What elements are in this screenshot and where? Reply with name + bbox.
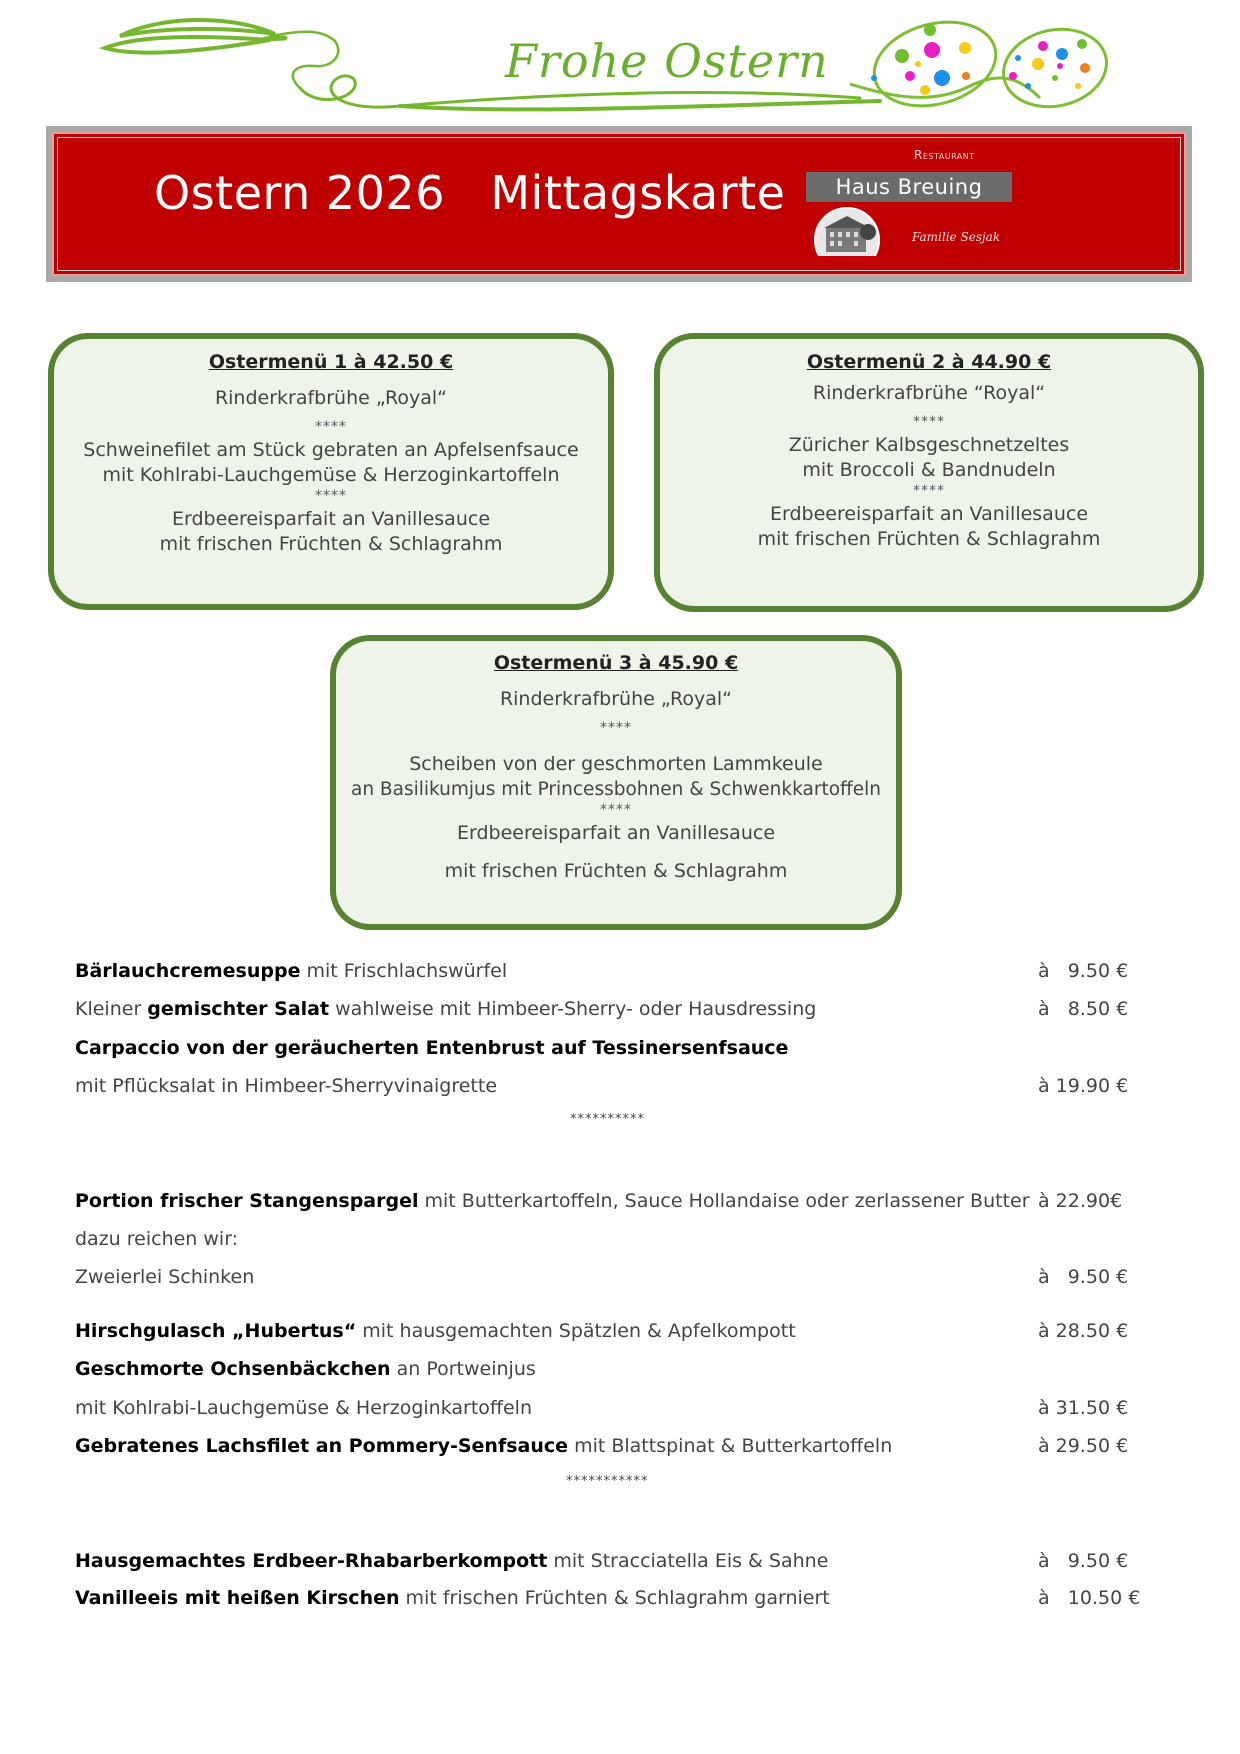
page-title: Ostern 2026 Mittagskarte (154, 166, 786, 220)
menu-item: Gebratenes Lachsfilet an Pommery-Senfsauce mit Blattspinat & Butterkartoffeln (75, 1435, 893, 1457)
menu-title: Ostermenü 2 à 44.90 € (806, 351, 1052, 373)
menu-line: Rinderkrafbrühe “Royal“ (812, 382, 1046, 404)
menu-title: Ostermenü 1 à 42.50 € (208, 351, 454, 373)
family-label: Familie Sesjak (912, 230, 1001, 244)
menu-title: Ostermenü 3 à 45.90 € (493, 652, 739, 674)
menu-separator: **** (600, 802, 632, 818)
menu-item: mit Kohlrabi-Lauchgemüse & Herzoginkartoffeln (75, 1397, 532, 1419)
menu-line: Schweinefilet am Stück gebraten an Apfelsenfsauce (83, 439, 579, 461)
header-artwork (100, 6, 1130, 121)
menu-line: mit Kohlrabi-Lauchgemüse & Herzoginkartoffeln (102, 464, 560, 486)
menu-line: Rinderkrafbrühe „Royal“ (214, 387, 448, 409)
greeting-text: Frohe Ostern (505, 34, 829, 88)
item-price: à 22.90€ (1038, 1190, 1123, 1212)
menu-separator: **** (913, 414, 945, 430)
banner-panel (52, 132, 1186, 276)
menu-line: Erdbeereisparfait an Vanillesauce (769, 503, 1089, 525)
easter-egg-icon (850, 6, 1110, 116)
item-price: à 28.50 € (1038, 1320, 1129, 1342)
item-price: à 8.50 € (1038, 998, 1129, 1020)
menu-line: mit frischen Früchten & Schlagrahm (159, 533, 503, 555)
menu-card-3 (330, 635, 902, 930)
restaurant-label: Restaurant (914, 148, 975, 162)
menu-line: Züricher Kalbsgeschnetzeltes (788, 434, 1070, 456)
menu-item: Geschmorte Ochsenbäckchen an Portweinjus (75, 1358, 536, 1380)
menu-item: Vanilleeis mit heißen Kirschen mit frischen Früchten & Schlagrahm garniert (75, 1587, 830, 1609)
menu-item: Hirschgulasch „Hubertus“ mit hausgemachten Spätzlen & Apfelkompott (75, 1320, 796, 1342)
menu-card-2 (654, 333, 1204, 612)
section-separator: ********** (570, 1112, 645, 1127)
section-separator: *********** (566, 1474, 649, 1489)
menu-line: Rinderkrafbrühe „Royal“ (499, 688, 733, 710)
title-banner (46, 126, 1192, 282)
menu-line: mit Broccoli & Bandnudeln (802, 459, 1056, 481)
item-price: à 29.50 € (1038, 1435, 1129, 1457)
menu-line: Scheiben von der geschmorten Lammkeule (409, 753, 823, 775)
menu-line: mit frischen Früchten & Schlagrahm (444, 860, 788, 882)
menu-item: Kleiner gemischter Salat wahlweise mit Himbeer-Sherry- oder Hausdressing (75, 998, 817, 1020)
menu-line: Erdbeereisparfait an Vanillesauce (456, 822, 776, 844)
menu-item: Zweierlei Schinken (75, 1266, 255, 1288)
menu-item: mit Pflücksalat in Himbeer-Sherryvinaigrette (75, 1075, 498, 1097)
item-price: à 10.50 € (1038, 1587, 1141, 1609)
menu-item: Hausgemachtes Erdbeer-Rhabarberkompott mit Stracciatella Eis & Sahne (75, 1550, 829, 1572)
menu-separator: **** (600, 720, 632, 736)
item-price: à 31.50 € (1038, 1397, 1129, 1419)
menu-separator: **** (315, 488, 347, 504)
menu-item: dazu reichen wir: (75, 1228, 239, 1250)
menu-separator: **** (913, 483, 945, 499)
menu-line: an Basilikumjus mit Princessbohnen & Schwenkkartoffeln (350, 779, 882, 800)
menu-line: Erdbeereisparfait an Vanillesauce (171, 508, 491, 530)
item-price: à 9.50 € (1038, 1550, 1129, 1572)
menu-separator: **** (315, 419, 347, 435)
item-price: à 19.90 € (1038, 1075, 1129, 1097)
item-price: à 9.50 € (1038, 1266, 1129, 1288)
menu-item: Carpaccio von der geräucherten Entenbrust auf Tessinersenfsauce (75, 1037, 789, 1059)
restaurant-name: Haus Breuing (806, 172, 1012, 202)
building-emblem-icon (814, 206, 880, 256)
menu-card-1 (48, 333, 614, 610)
menu-item: Bärlauchcremesuppe mit Frischlachswürfel (75, 960, 508, 982)
item-price: à 9.50 € (1038, 960, 1129, 982)
menu-line: mit frischen Früchten & Schlagrahm (757, 528, 1101, 550)
menu-item: Portion frischer Stangenspargel mit Butterkartoffeln, Sauce Hollandaise oder zerlassener Butter (75, 1190, 1030, 1212)
